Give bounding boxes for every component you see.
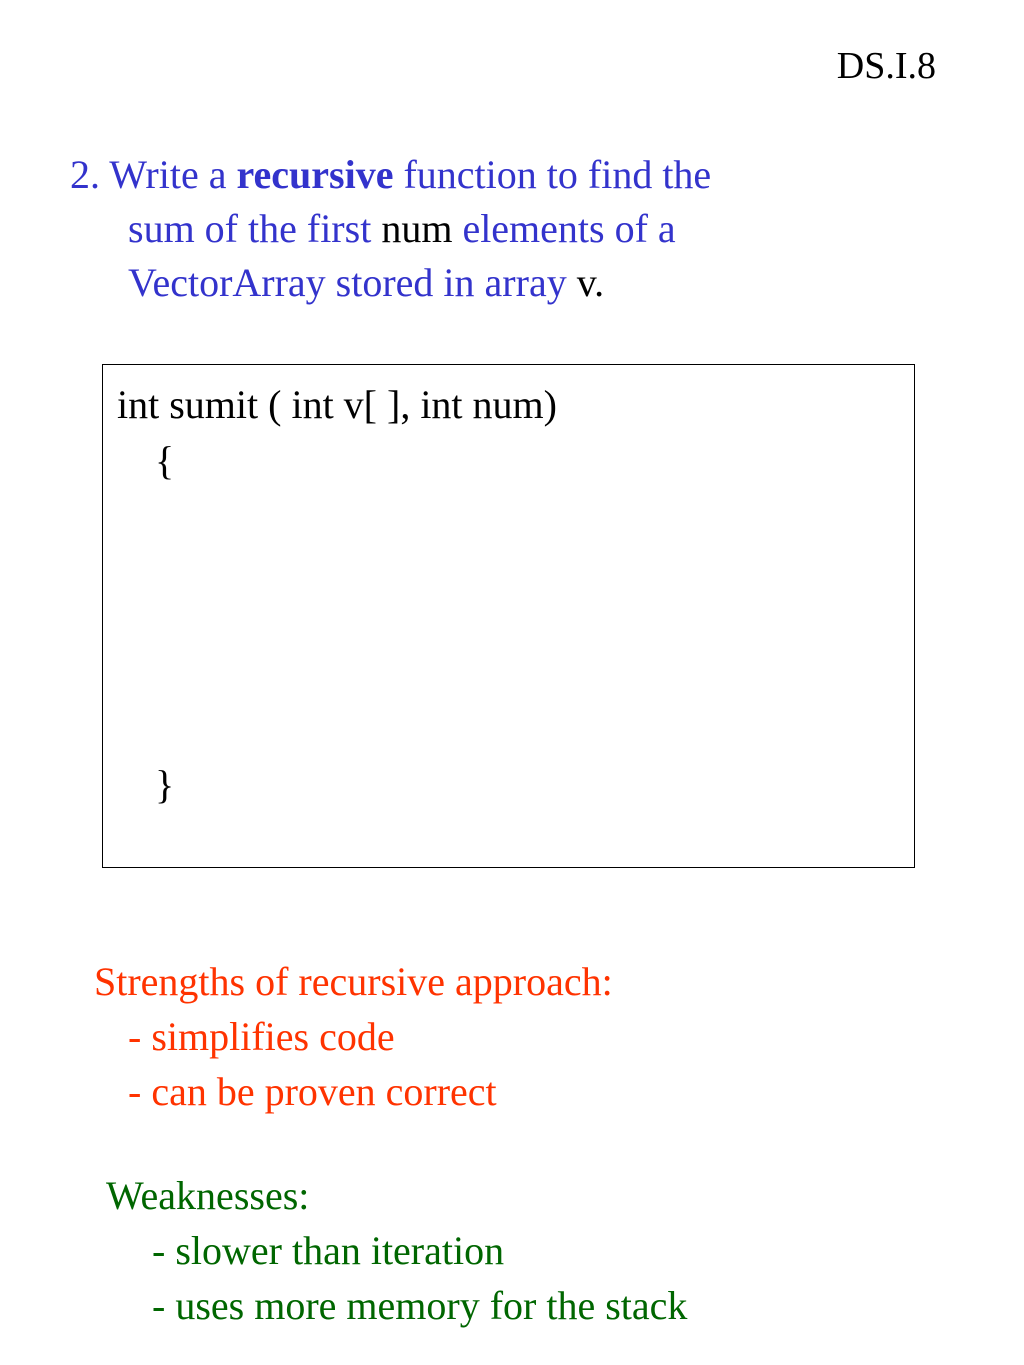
- code-term-v: v: [576, 260, 595, 305]
- problem-text: sum of the first: [128, 206, 382, 251]
- problem-text: elements of a: [452, 206, 676, 251]
- weaknesses-section: [106, 1168, 687, 1333]
- problem-line-1: [70, 148, 711, 202]
- strengths-heading: Strengths of recursive approach:: [94, 959, 613, 1004]
- list-item: - can be proven correct: [128, 1069, 497, 1114]
- list-item: - slower than iteration: [152, 1228, 505, 1273]
- list-item: - uses more memory for the stack: [152, 1283, 688, 1328]
- problem-text: VectorArray stored in array: [128, 260, 577, 305]
- weaknesses-heading: Weaknesses:: [106, 1173, 310, 1218]
- slide-number: DS.I.8: [836, 45, 936, 87]
- strengths-section: [94, 954, 613, 1119]
- problem-text: function to find the: [393, 152, 712, 197]
- problem-line-2: [70, 202, 711, 256]
- code-box: [102, 364, 915, 868]
- list-item: - simplifies code: [128, 1014, 395, 1059]
- problem-text: 2. Write a: [70, 152, 237, 197]
- code-term-num: num: [381, 206, 453, 251]
- problem-line-3: [70, 256, 711, 310]
- open-brace: {: [155, 438, 175, 483]
- function-signature: int sumit ( int v[ ], int num): [117, 382, 557, 427]
- emphasis-recursive: recursive: [236, 152, 394, 197]
- close-brace: }: [155, 762, 175, 807]
- problem-text: .: [594, 260, 605, 305]
- problem-statement: [70, 148, 711, 310]
